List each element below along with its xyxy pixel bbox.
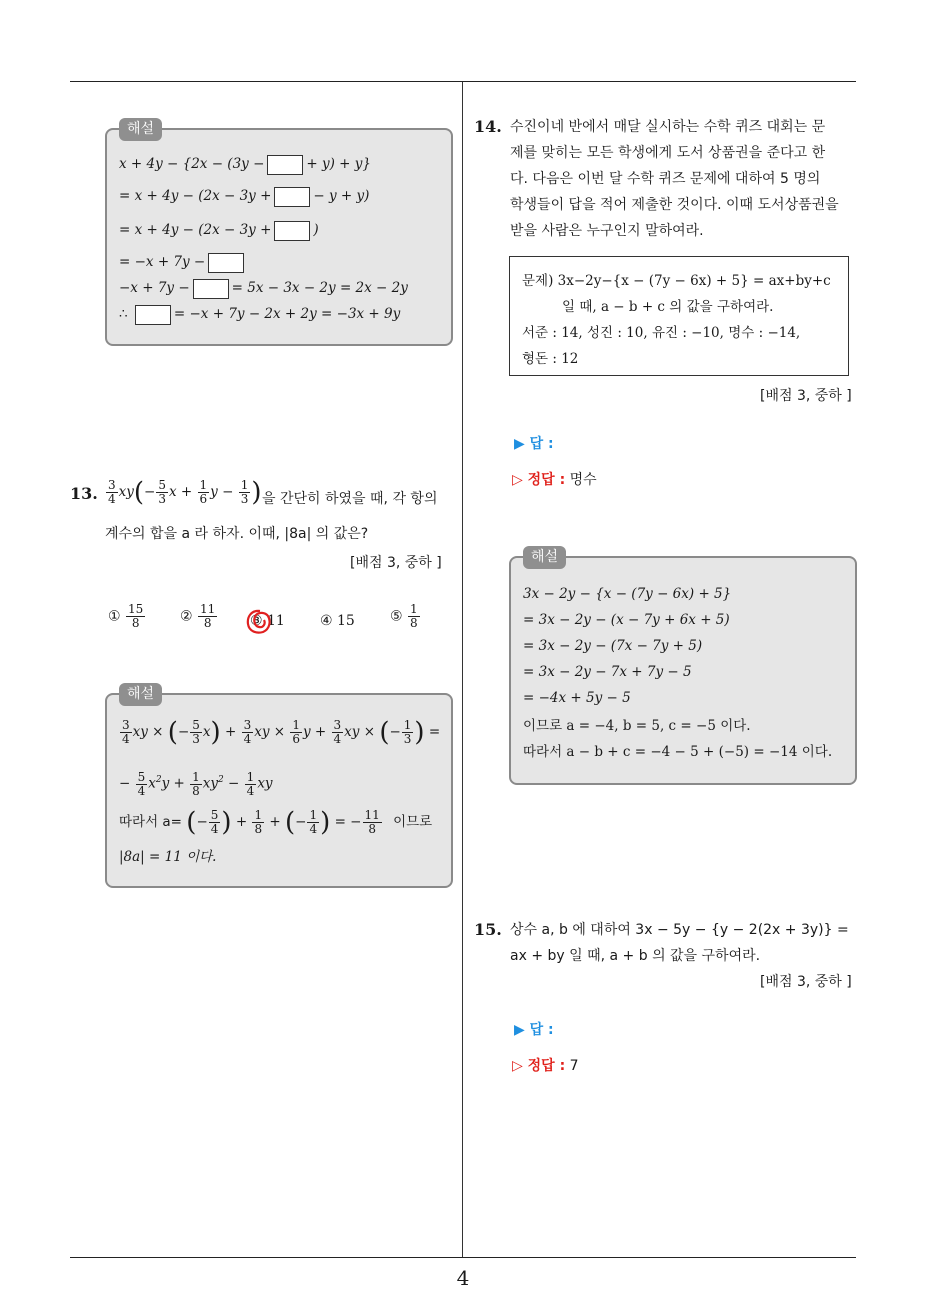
solution-label: 해설 bbox=[523, 546, 566, 569]
question-number-15: 15. bbox=[474, 920, 502, 939]
selected-answer-circle-icon bbox=[244, 607, 274, 637]
sol12-line-4: = −x + 7y − bbox=[119, 252, 247, 273]
sol14-line-4: = 3x − 2y − 7x + 7y − 5 bbox=[523, 664, 692, 680]
question-number-13: 13. bbox=[70, 484, 98, 503]
solution-box-12 bbox=[105, 121, 453, 346]
page-number: 4 bbox=[456, 1266, 470, 1290]
sol12-line-6: ∴ = −x + 7y − 2x + 2y = −3x + 9y bbox=[119, 304, 400, 325]
q14-score: [배점 3, 중하 ] bbox=[760, 388, 852, 404]
q15-answer-label: ▶ 답 : bbox=[514, 1022, 554, 1038]
q14-line-3: 다. 다음은 이번 달 수학 퀴즈 문제에 대하여 5 명의 bbox=[510, 171, 821, 187]
top-rule bbox=[70, 81, 856, 82]
q14-line-4: 학생들이 답을 적어 제출한 것이다. 이때 도서상품권을 bbox=[510, 197, 839, 213]
sol14-line-7: 따라서 a − b + c = −4 − 5 + (−5) = −14 이다. bbox=[523, 744, 833, 760]
q15-correct-answer: ▷ 정답 : 7 bbox=[512, 1058, 579, 1074]
answer-blank bbox=[274, 187, 310, 207]
answer-blank bbox=[135, 305, 171, 325]
solution-box-14 bbox=[509, 549, 857, 785]
choice-5[interactable]: ⑤ $\frac{1}{8}$ bbox=[390, 602, 418, 630]
sol14-line-6: 이므로 a = −4, b = 5, c = −5 이다. bbox=[523, 718, 751, 734]
q14-box-line-3: 서준 : 14, 성진 : 10, 유진 : −10, 명수 : −14, bbox=[522, 325, 801, 341]
sol13-line-4: |8a| = 11 이다. bbox=[119, 849, 217, 865]
q14-problem-box bbox=[509, 256, 849, 376]
sol12-line-5: −x + 7y − = 5x − 3x − 2y = 2x − 2y bbox=[119, 278, 408, 299]
answer-blank bbox=[208, 253, 244, 273]
q13-score: [배점 3, 중하 ] bbox=[350, 555, 442, 571]
q14-line-2: 제를 맞히는 모든 학생에게 도서 상품권을 준다고 한 bbox=[510, 145, 826, 161]
choice-2[interactable]: ② $\frac{11}{8}$ bbox=[180, 602, 216, 630]
sol12-line-1: x + 4y − {2x − (3y − + y) + y} bbox=[119, 154, 371, 175]
sol14-line-3: = 3x − 2y − (7x − 7y + 5) bbox=[523, 638, 703, 654]
q14-answer-label: ▶ 답 : bbox=[514, 436, 554, 452]
sol12-line-2: = x + 4y − (2x − 3y + − y + y) bbox=[119, 186, 369, 207]
sol14-line-5: = −4x + 5y − 5 bbox=[523, 690, 631, 706]
sol13-line-1: $\frac{3}{4}$ xy × (− $\frac{5}{3}$ x) + $\frac{3}{4}$ xy × $\frac{1}{6}$ y + $\frac{3}{4}$ xy × (− $\frac{1}{3}$ ) = bbox=[122, 717, 441, 748]
solution-box-13 bbox=[105, 686, 453, 888]
solution-label: 해설 bbox=[119, 118, 162, 141]
q14-line-1: 수진이네 반에서 매달 실시하는 수학 퀴즈 대회는 문 bbox=[510, 119, 826, 135]
answer-blank bbox=[267, 155, 303, 175]
choice-4[interactable]: ④ 15 bbox=[320, 613, 355, 629]
q13-text-line-1: 을 간단히 하였을 때, 각 항의 bbox=[262, 491, 438, 507]
choice-1[interactable]: ① $\frac{15}{8}$ bbox=[108, 602, 144, 630]
answer-blank bbox=[193, 279, 229, 299]
q14-correct-answer: ▷ 정답 : 명수 bbox=[512, 472, 597, 488]
question-number-14: 14. bbox=[474, 117, 502, 136]
sol14-line-1: 3x − 2y − {x − (7y − 6x) + 5} bbox=[523, 586, 732, 602]
sol14-line-2: = 3x − 2y − (x − 7y + 6x + 5) bbox=[523, 612, 730, 628]
answer-blank bbox=[274, 221, 310, 241]
q13-expression: $\frac{3}{4}$ xy(− $\frac{5}{3}$ x + $\frac{1}{6}$ y − $\frac{1}{3}$ ) bbox=[108, 477, 262, 508]
q15-line-1: 상수 a, b 에 대하여 3x − 5y − {y − 2(2x + 3y)} = bbox=[510, 922, 849, 938]
q13-text-line-2: 계수의 합을 a 라 하자. 이때, |8a| 의 값은? bbox=[105, 526, 369, 542]
column-divider bbox=[462, 82, 463, 1258]
q14-box-line-1: 문제) 3x−2y−{x − (7y − 6x) + 5} = ax+by+c bbox=[522, 273, 831, 289]
q15-score: [배점 3, 중하 ] bbox=[760, 974, 852, 990]
choice-3[interactable]: ③ 11 bbox=[250, 613, 285, 629]
sol12-line-3: = x + 4y − (2x − 3y + ) bbox=[119, 220, 319, 241]
bottom-rule bbox=[70, 1257, 856, 1258]
sol13-line-2: − $\frac{5}{4}$ $x^2y$ + $\frac{1}{8}$ $xy^2$ − $\frac{1}{4}$ xy bbox=[119, 769, 273, 798]
q14-box-line-2: 일 때, a − b + c 의 값을 구하여라. bbox=[562, 299, 774, 315]
q15-line-2: ax + by 일 때, a + b 의 값을 구하여라. bbox=[510, 948, 761, 964]
q14-line-5: 받을 사람은 누구인지 말하여라. bbox=[510, 223, 704, 239]
q14-box-line-4: 형돈 : 12 bbox=[522, 351, 579, 367]
sol13-line-3: 따라서 a= (− $\frac{5}{4}$ ) + $\frac{1}{8}$ + (− $\frac{1}{4}$ ) = − $\frac{11}{8}$ 이므로 bbox=[119, 807, 433, 838]
solution-label: 해설 bbox=[119, 683, 162, 706]
